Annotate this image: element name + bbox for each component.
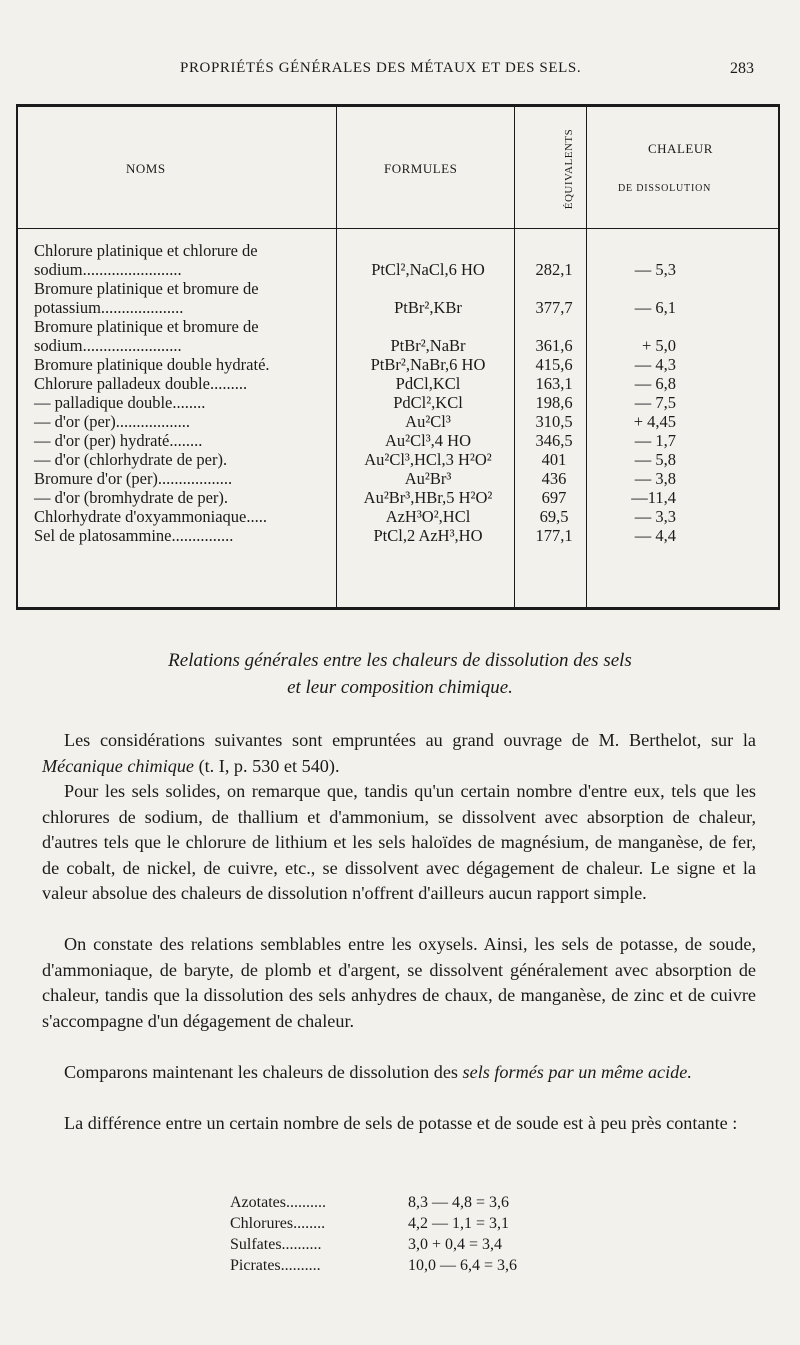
row-heat: + 5,0 xyxy=(641,336,676,355)
paragraph-1-text-end: (t. I, p. 530 et 540). xyxy=(194,755,340,776)
paragraph-4 xyxy=(42,1060,756,1086)
section-title-line1: Relations générales entre les chaleurs de dissolution des sels xyxy=(168,650,632,671)
paragraph-1-text: Les considérations suivantes sont empruntées au grand ouvrage de M. Berthelot, sur la xyxy=(64,730,756,750)
row-heat: — 4,3 xyxy=(634,355,676,374)
row-formula: PtBr²,NaBr,6 HO xyxy=(370,355,486,374)
row-name: Sel de platosammine............... xyxy=(34,526,234,545)
row-name: sodium........................ xyxy=(34,260,182,279)
row-name: Bromure platinique double hydraté. xyxy=(34,355,270,374)
paragraph-4-emphasis: sels formés par un même acide. xyxy=(462,1062,692,1082)
row-name: Bromure platinique et bromure de xyxy=(34,279,259,298)
paragraph-5-text: La différence entre un certain nombre de sels de potasse et de soude est à peu près contante : xyxy=(64,1113,738,1133)
row-formula: Au²Br³ xyxy=(404,469,452,488)
paragraph-4-text: Comparons maintenant les chaleurs de dissolution des xyxy=(64,1062,463,1082)
row-equivalent: 377,7 xyxy=(535,298,573,317)
salt-name: Chlorures........ xyxy=(230,1215,326,1232)
paragraph-1-emphasis: Mécanique chimique xyxy=(42,755,195,776)
row-formula: AzH³O²,HCl xyxy=(385,507,471,526)
row-name: Bromure platinique et bromure de xyxy=(34,317,259,336)
paragraph-2 xyxy=(42,779,756,907)
salt-calculation: 8,3 — 4,8 = 3,6 xyxy=(408,1194,510,1211)
column-header-equivalents xyxy=(535,128,595,210)
row-name: Chlorhydrate d'oxyammoniaque..... xyxy=(34,507,268,526)
row-name: — d'or (per).................. xyxy=(34,412,191,431)
row-formula: PtCl²,NaCl,6 HO xyxy=(371,260,485,279)
row-equivalent: 310,5 xyxy=(535,412,573,431)
row-equivalent: 282,1 xyxy=(535,260,573,279)
salt-name: Azotates.......... xyxy=(230,1194,326,1211)
row-equivalent: 163,1 xyxy=(535,374,573,393)
row-name: Bromure d'or (per).................. xyxy=(34,469,233,488)
row-formula: Au²Br³,HBr,5 H²O² xyxy=(363,488,493,507)
row-formula: PtBr²,NaBr xyxy=(390,336,466,355)
row-equivalent: 346,5 xyxy=(535,431,573,450)
salt-name: Sulfates.......... xyxy=(230,1236,322,1253)
row-name: — d'or (chlorhydrate de per). xyxy=(34,450,228,469)
row-heat: + 4,45 xyxy=(633,412,676,431)
header-rule xyxy=(18,228,778,229)
row-name: Chlorure platinique et chlorure de xyxy=(34,241,258,260)
paragraph-5 xyxy=(42,1111,756,1137)
row-name: potassium.................... xyxy=(34,298,184,317)
salt-row xyxy=(230,1192,590,1213)
row-formula: PdCl,KCl xyxy=(395,374,461,393)
row-heat: — 3,8 xyxy=(634,469,676,488)
column-header-dissolution: DE DISSOLUTION xyxy=(618,183,712,194)
row-equivalent: 401 xyxy=(541,450,567,469)
column-header-formules: FORMULES xyxy=(384,161,458,176)
column-header-equivalents-text: ÉQUIVALENTS xyxy=(563,128,576,210)
row-heat: — 6,8 xyxy=(634,374,676,393)
row-name: Chlorure palladeux double......... xyxy=(34,374,248,393)
running-title: PROPRIÉTÉS GÉNÉRALES DES MÉTAUX ET DES SELS. xyxy=(180,60,582,76)
row-name: — d'or (bromhydrate de per). xyxy=(34,488,229,507)
salt-calculation: 3,0 + 0,4 = 3,4 xyxy=(408,1236,503,1253)
row-equivalent: 361,6 xyxy=(535,336,573,355)
row-equivalent: 69,5 xyxy=(539,507,569,526)
paragraph-2-text: Pour les sels solides, on remarque que, tandis qu'un certain nombre d'entre eux, tels que les chlorures de sodium, de thallium et d'ammonium, se dissolvent avec absorption de chaleur, d'autres tels que le chlorure de lithium et les sels haloïdes de magnésium, de manganèse, de fer, de cobalt, de nickel, de cuivre, etc., se dissolvent avec dégagement de chaleur. Le signe et la valeur absolue des chaleurs de dissolution n'offrent d'ailleurs aucun rapport simple. xyxy=(42,781,756,903)
row-name: — d'or (per) hydraté........ xyxy=(34,431,203,450)
column-rule xyxy=(336,107,337,607)
row-name: — palladique double........ xyxy=(34,393,206,412)
column-header-chaleur: CHALEUR xyxy=(648,141,713,156)
salt-row xyxy=(230,1234,590,1255)
row-equivalent: 436 xyxy=(541,469,567,488)
row-name: sodium........................ xyxy=(34,336,182,355)
row-heat: — 5,3 xyxy=(634,260,676,279)
salt-calculation: 4,2 — 1,1 = 3,1 xyxy=(408,1215,510,1232)
row-heat: — 6,1 xyxy=(634,298,676,317)
salt-difference-list xyxy=(230,1192,590,1276)
row-formula: Au²Cl³ xyxy=(405,412,451,431)
page-number: 283 xyxy=(730,60,754,77)
row-formula: Au²Cl³,4 HO xyxy=(385,431,471,450)
row-heat: — 3,3 xyxy=(634,507,676,526)
row-equivalent: 415,6 xyxy=(535,355,573,374)
salt-row xyxy=(230,1255,590,1276)
salt-calculation: 10,0 — 6,4 = 3,6 xyxy=(408,1257,518,1274)
row-formula: PdCl²,KCl xyxy=(393,393,463,412)
dissolution-table xyxy=(16,104,780,610)
paragraph-1 xyxy=(42,728,756,779)
row-heat: — 4,4 xyxy=(634,526,676,545)
salt-row xyxy=(230,1213,590,1234)
salt-name: Picrates.......... xyxy=(230,1257,321,1274)
running-head xyxy=(0,60,800,84)
row-equivalent: 198,6 xyxy=(535,393,573,412)
row-heat: —11,4 xyxy=(631,488,676,507)
row-heat: — 7,5 xyxy=(634,393,676,412)
paragraph-3-text: On constate des relations semblables entre les oxysels. Ainsi, les sels de potasse, de soude, d'ammoniaque, de baryte, de plomb et d'argent, se dissolvent généralement avec absorption de chaleur, tandis que la dissolution des sels anhydres de chaux, de manganèse, de zinc et de cuivre s'accompagne d'un dégagement de chaleur. xyxy=(42,934,756,1031)
column-header-noms: NOMS xyxy=(126,161,166,176)
section-title-line2: et leur composition chimique. xyxy=(287,677,513,698)
paragraph-3 xyxy=(42,932,756,1034)
row-formula: PtBr²,KBr xyxy=(394,298,462,317)
row-equivalent: 177,1 xyxy=(535,526,573,545)
row-heat: — 1,7 xyxy=(634,431,676,450)
row-equivalent: 697 xyxy=(541,488,567,507)
row-heat: — 5,8 xyxy=(634,450,676,469)
row-formula: PtCl,2 AzH³,HO xyxy=(373,526,483,545)
row-formula: Au²Cl³,HCl,3 H²O² xyxy=(364,450,492,469)
